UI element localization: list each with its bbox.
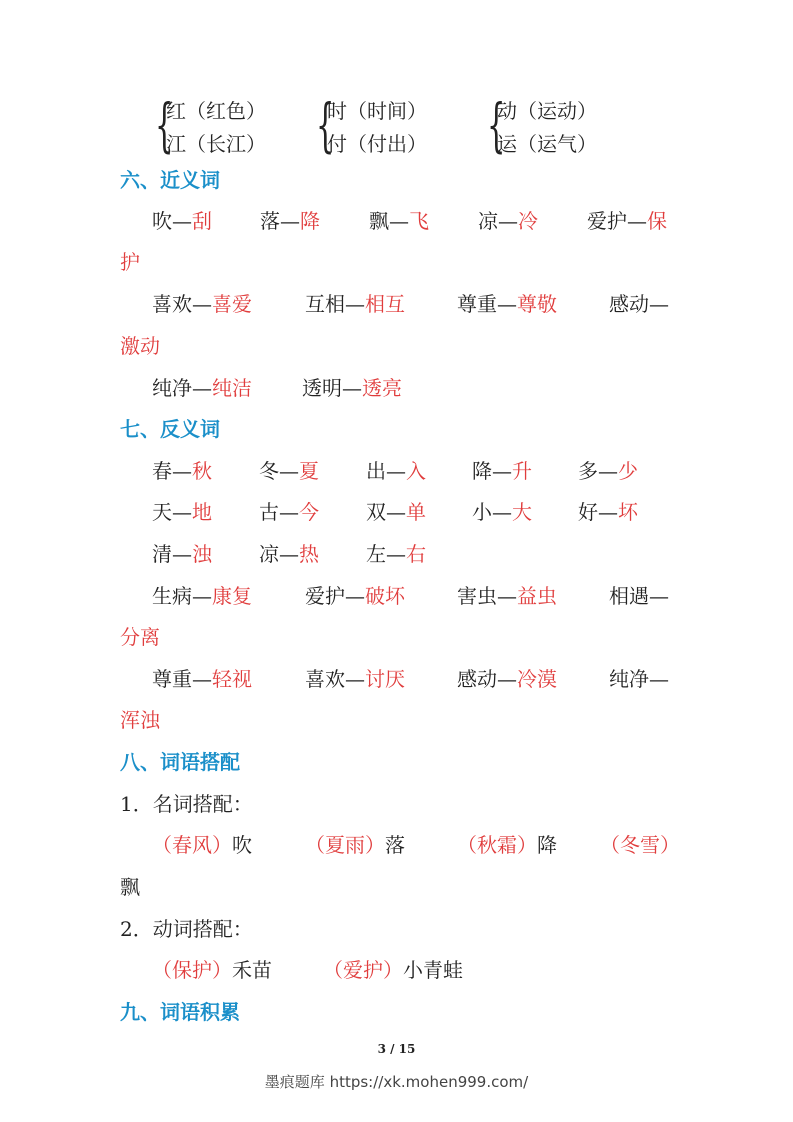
- word-pair: 冬—夏: [259, 459, 319, 483]
- section-title: 七、反义词: [120, 417, 220, 441]
- word-pair-continued: 激动: [120, 334, 160, 358]
- word-pair: 感动—冷漠: [457, 667, 557, 691]
- word-pair: 双—单: [366, 500, 426, 524]
- section-title: 八、词语搭配: [120, 750, 240, 774]
- collocation: （保护）禾苗: [152, 958, 272, 982]
- footer-text: 墨痕题库 https://xk.mohen999.com/: [264, 1073, 529, 1091]
- word-pair: 喜欢—讨厌: [305, 667, 405, 691]
- subsection-label: 1．名词搭配：: [120, 792, 253, 816]
- collocation-continued: 飘: [120, 875, 140, 899]
- word-pair-continued: 护: [120, 250, 140, 274]
- word-pair: 凉—热: [259, 542, 319, 566]
- word-pair: 降—升: [472, 459, 532, 483]
- word-pair: 左—右: [366, 542, 426, 566]
- word-pair: 天—地: [152, 500, 212, 524]
- poly-word: 付（付出）: [327, 132, 427, 156]
- word-pair: 感动—: [609, 292, 669, 316]
- word-pair: 纯净—纯洁: [152, 376, 252, 400]
- section-title: 六、近义词: [120, 168, 220, 192]
- word-pair: 尊重—尊敬: [457, 292, 557, 316]
- brace-2: {: [316, 91, 335, 159]
- collocation: （春风）吹: [152, 833, 252, 857]
- word-pair: 纯净—: [609, 667, 669, 691]
- poly-word: 动（运动）: [497, 99, 597, 123]
- word-pair: 相遇—: [609, 584, 669, 608]
- section-title: 九、词语积累: [120, 1000, 240, 1024]
- word-pair-continued: 浑浊: [120, 708, 160, 732]
- word-pair: 飘—飞: [369, 209, 429, 233]
- word-pair: 喜欢—喜爱: [152, 292, 252, 316]
- word-pair: 出—入: [366, 459, 426, 483]
- word-pair: 生病—康复: [152, 584, 252, 608]
- word-pair: 小—大: [472, 500, 532, 524]
- word-pair-continued: 分离: [120, 625, 160, 649]
- collocation: （冬雪）: [600, 833, 680, 857]
- word-pair: 透明—透亮: [302, 376, 402, 400]
- word-pair: 害虫—益虫: [457, 584, 557, 608]
- word-pair: 春—秋: [152, 459, 212, 483]
- word-pair: 爱护—保: [587, 209, 667, 233]
- page-number: 3 / 15: [377, 1042, 416, 1056]
- word-pair: 凉—冷: [478, 209, 538, 233]
- word-pair: 落—降: [260, 209, 320, 233]
- collocation: （夏雨）落: [305, 833, 405, 857]
- word-pair: 好—坏: [578, 500, 638, 524]
- word-pair: 清—浊: [152, 542, 212, 566]
- poly-word: 时（时间）: [327, 99, 427, 123]
- poly-word: 江（长江）: [166, 132, 266, 156]
- word-pair: 吹—刮: [152, 209, 212, 233]
- subsection-label: 2．动词搭配：: [120, 917, 253, 941]
- word-pair: 爱护—破坏: [305, 584, 405, 608]
- poly-word: 运（运气）: [497, 132, 597, 156]
- collocation: （秋霜）降: [457, 833, 557, 857]
- poly-word: 红（红色）: [166, 99, 266, 123]
- word-pair: 尊重—轻视: [152, 667, 252, 691]
- brace-1: {: [155, 91, 174, 159]
- brace-3: {: [487, 91, 506, 159]
- word-pair: 互相—相互: [305, 292, 405, 316]
- collocation: （爱护）小青蛙: [323, 958, 463, 982]
- word-pair: 多—少: [578, 459, 638, 483]
- word-pair: 古—今: [259, 500, 319, 524]
